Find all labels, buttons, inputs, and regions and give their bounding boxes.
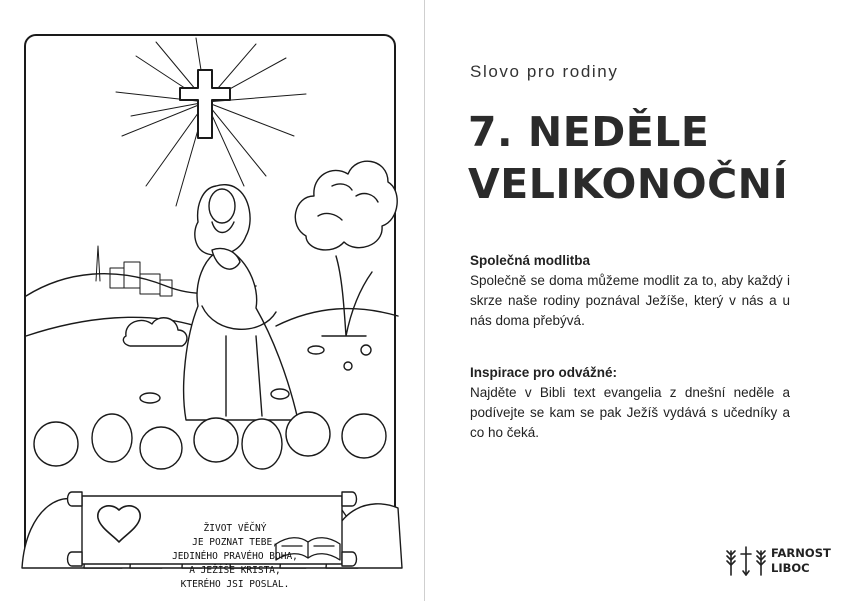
inspiration-section <box>470 363 790 443</box>
jesus-figure <box>184 185 298 420</box>
coloring-illustration-frame <box>24 34 396 590</box>
inspiration-text: Najděte v Bibli text evangelia z dnešní neděle a podívejte se kam se pak Ježíš vydává s učedníky a co ho čeká. <box>470 385 790 440</box>
prayer-section <box>470 251 790 331</box>
scroll-verse-line: A JEŽÍŠE KRISTA, <box>189 565 281 576</box>
distant-town <box>96 246 172 296</box>
parish-logo <box>724 545 834 577</box>
scroll-verse-line: KTERÉHO JSI POSLAL. <box>180 579 290 590</box>
prayer-text: Společně se doma můžeme modlit za to, aby každý i skrze naše rodiny poznával Ježíše, který v nás a u nás doma přebývá. <box>470 273 790 328</box>
parish-logo-text <box>771 546 831 576</box>
parish-logo-line: FARNOST <box>771 546 831 560</box>
coloring-illustration <box>26 36 398 568</box>
tree <box>295 161 397 336</box>
scroll-verse-line: JEDINÉHO PRAVÉHO BOHA, <box>172 551 298 562</box>
scroll-verse-line: ŽIVOT VĚČNÝ <box>203 523 267 534</box>
page-fold <box>424 0 425 601</box>
parish-logo-line: LIBOC <box>771 561 810 575</box>
inspiration-heading: Inspirace pro odvážné: <box>470 365 618 380</box>
scroll-verse <box>156 522 314 592</box>
page-title-line: 7. NEDĚLE <box>468 108 710 156</box>
page-title-line: VELIKONOČNÍ <box>468 160 789 208</box>
page-title <box>468 106 788 210</box>
wheat-cross-logo-icon <box>724 545 768 577</box>
prayer-heading: Společná modlitba <box>470 253 591 268</box>
series-kicker: Slovo pro rodiny <box>470 62 619 81</box>
scroll-verse-line: JE POZNAT TEBE, <box>192 537 278 548</box>
